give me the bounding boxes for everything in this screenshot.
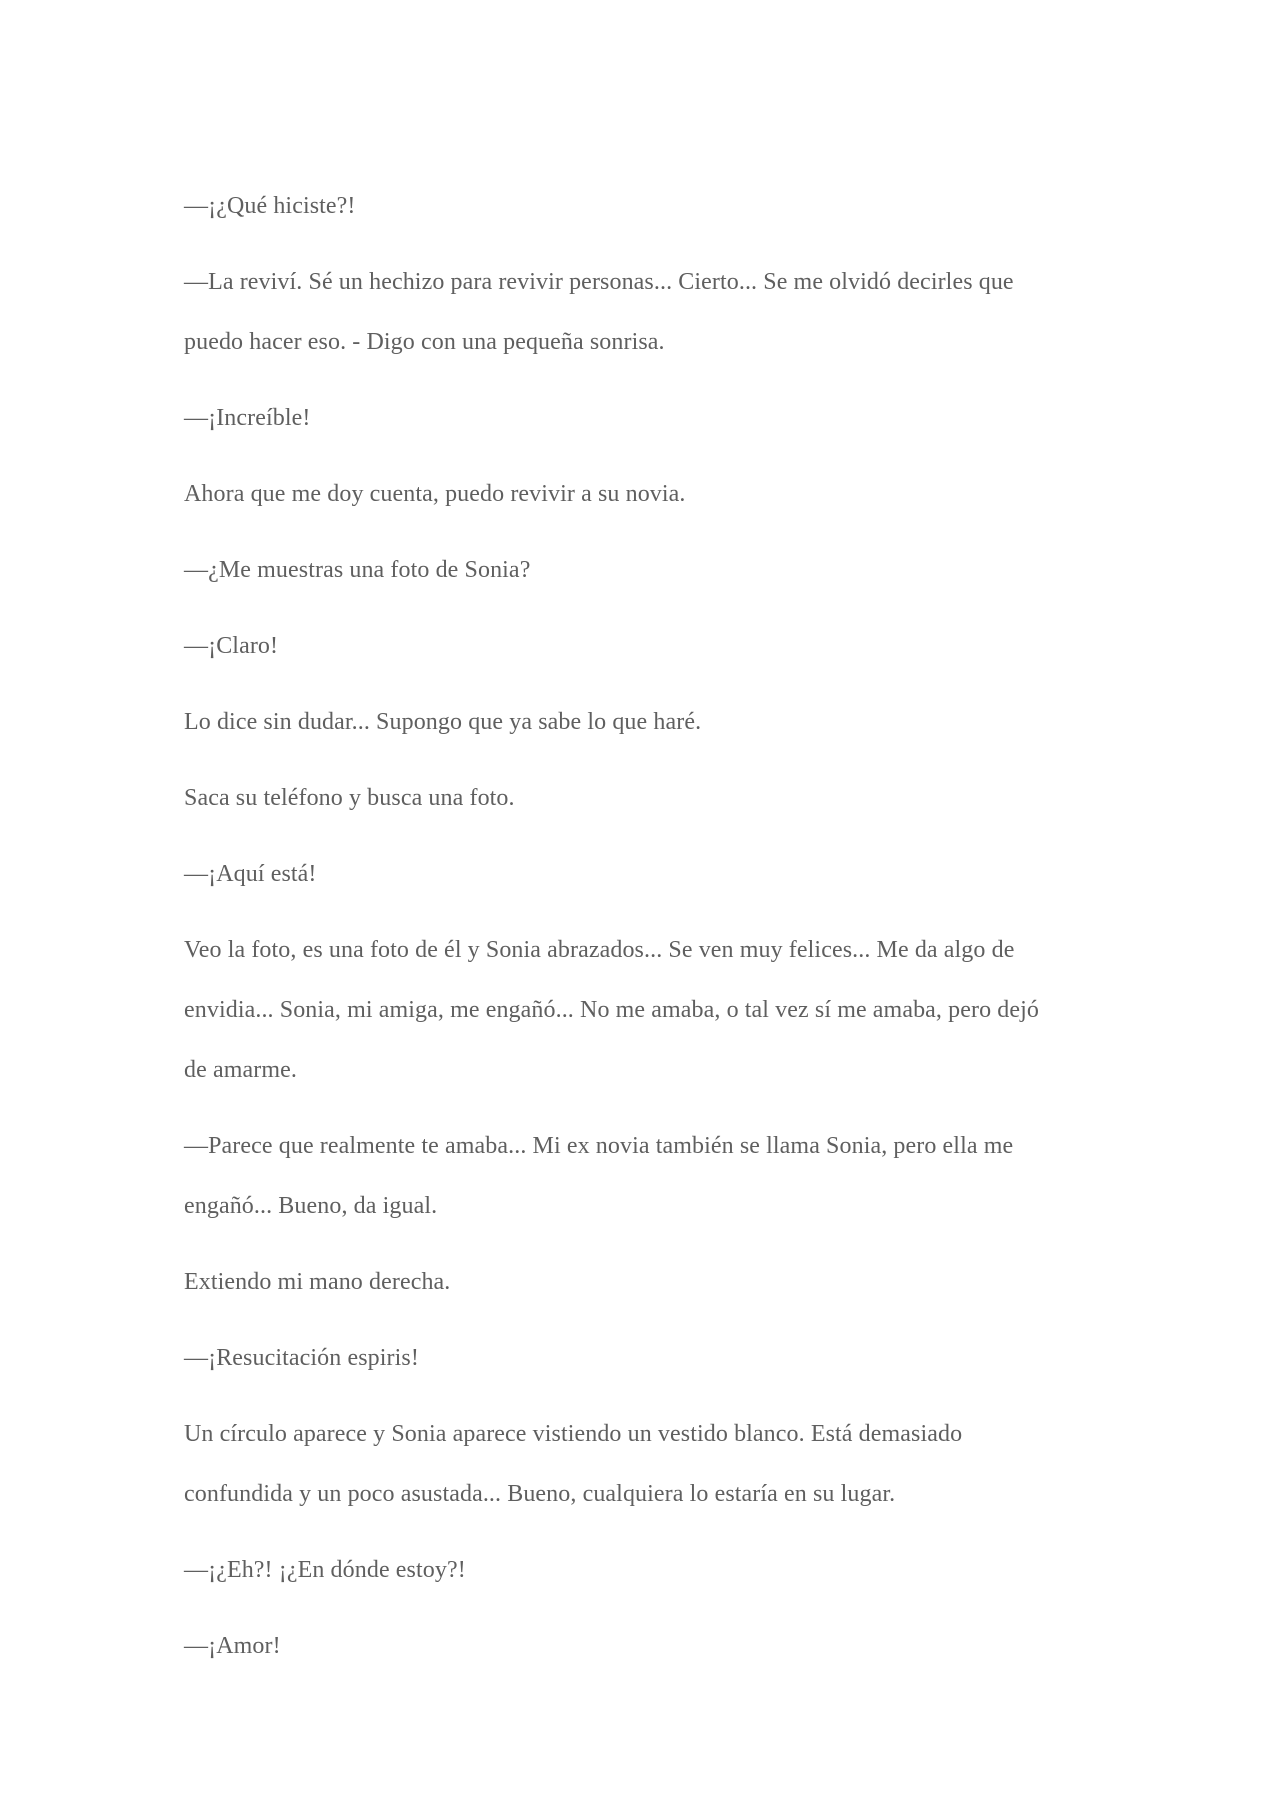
text-line: —¡Resucitación espiris! [184,1345,419,1371]
text-line: —¡Aquí está! [184,861,317,887]
text-line: —¡¿Qué hiciste?! [184,193,356,219]
text-line: —¡Increíble! [184,405,311,431]
paragraph [184,920,1104,1100]
text-line: Veo la foto, es una foto de él y Sonia abrazados... Se ven muy felices... Me da algo de [184,937,1015,963]
paragraph [184,768,1104,828]
paragraph [184,692,1104,752]
text-line: —¡Claro! [184,633,279,659]
text-line: Saca su teléfono y busca una foto. [184,785,515,811]
text-line: Un círculo aparece y Sonia aparece vistiendo un vestido blanco. Está demasiado [184,1421,963,1447]
paragraph [184,1252,1104,1312]
text-line: —¡¿Eh?! ¡¿En dónde estoy?! [184,1557,466,1583]
paragraph [184,1116,1104,1236]
paragraph [184,844,1104,904]
text-line: —Parece que realmente te amaba... Mi ex novia también se llama Sonia, pero ella me [184,1133,1014,1159]
paragraph [184,464,1104,524]
paragraph [184,1404,1104,1524]
paragraph [184,388,1104,448]
paragraph [184,1616,1104,1676]
document-body [184,176,1104,1692]
text-line: —¡Amor! [184,1633,281,1659]
text-line: —¿Me muestras una foto de Sonia? [184,557,531,583]
text-line: envidia... Sonia, mi amiga, me engañó... No me amaba, o tal vez sí me amaba, pero dejó [184,997,1039,1023]
paragraph [184,540,1104,600]
text-line: Extiendo mi mano derecha. [184,1269,451,1295]
text-line: Lo dice sin dudar... Supongo que ya sabe lo que haré. [184,709,702,735]
paragraph [184,1328,1104,1388]
paragraph [184,1540,1104,1600]
paragraph [184,616,1104,676]
text-line: —La reviví. Sé un hechizo para revivir personas... Cierto... Se me olvidó decirles que [184,269,1014,295]
text-line: Ahora que me doy cuenta, puedo revivir a su novia. [184,481,686,507]
text-line: de amarme. [184,1057,297,1083]
paragraph [184,176,1104,236]
paragraph [184,252,1104,372]
text-line: confundida y un poco asustada... Bueno, cualquiera lo estaría en su lugar. [184,1481,896,1507]
text-line: puedo hacer eso. - Digo con una pequeña sonrisa. [184,329,665,355]
text-line: engañó... Bueno, da igual. [184,1193,438,1219]
